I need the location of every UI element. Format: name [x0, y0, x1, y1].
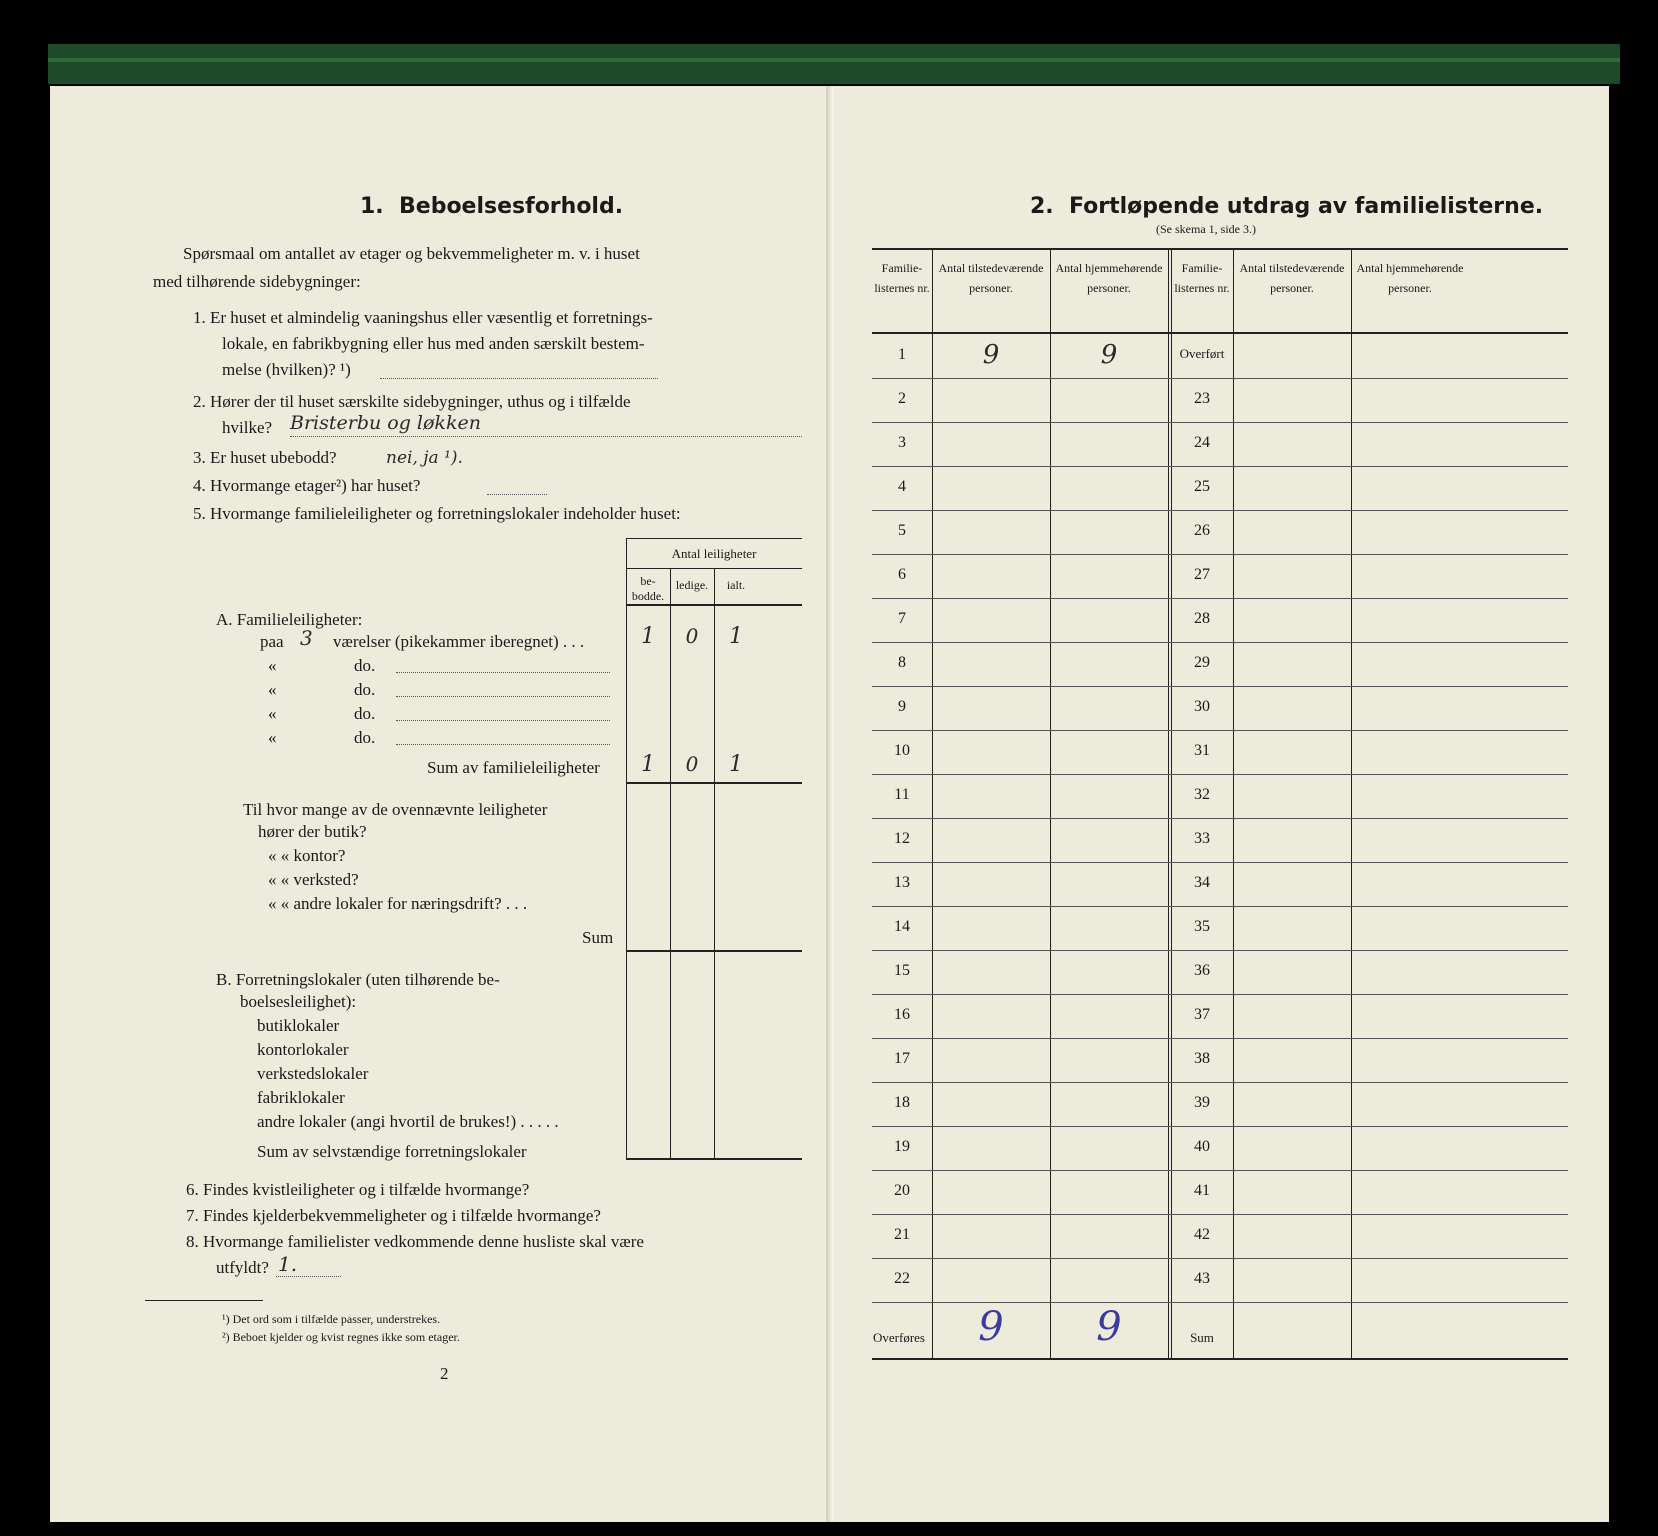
table-row-rule: [872, 818, 1568, 819]
q2-answer: Bristerbu og løkken: [290, 412, 481, 434]
table-row-rule: [872, 422, 1568, 423]
table-vline: [1050, 248, 1051, 1358]
table-row-rule: [872, 686, 1568, 687]
ditto-mark: «: [268, 704, 277, 723]
row-number-right: 42: [1194, 1226, 1210, 1243]
table-row-rule: [872, 1214, 1568, 1215]
col-bebodde: be-bodde.: [631, 574, 665, 603]
section-title: Fortløpende utdrag av familielisterne.: [1069, 194, 1544, 219]
table-vline: [1168, 248, 1169, 1358]
b-fabriklokaler: fabriklokaler: [257, 1088, 345, 1107]
row-number-right: 39: [1194, 1094, 1210, 1111]
dotted-leader: [396, 744, 610, 745]
section2-title: [1030, 194, 1543, 219]
sum-b-label: Sum av selvstændige forretningslokaler: [257, 1142, 527, 1161]
row-number-left: 13: [894, 874, 910, 891]
top-band: [48, 44, 1620, 84]
section2-subtitle: (Se skema 1, side 3.): [1156, 222, 1256, 236]
row1-bebodde: 1: [641, 624, 655, 649]
row-number-left: 14: [894, 918, 910, 935]
row-number-right: 23: [1194, 390, 1210, 407]
section-b-line2: boelsesleilighet):: [240, 992, 357, 1011]
hdr-familielisternes-nr: Familie-listernes nr.: [874, 261, 930, 295]
foot-sum: Sum: [1190, 1330, 1214, 1345]
q1-line3: melse (hvilken)? ¹): [222, 360, 351, 379]
row-number-right: 37: [1194, 1006, 1210, 1023]
q8-line1: 8. Hvormange familielister vedkommende denne husliste skal være: [186, 1232, 644, 1251]
q1-answer-line: [380, 378, 658, 379]
row-number-left: 21: [894, 1226, 910, 1243]
row-number-right: 38: [1194, 1050, 1210, 1067]
table-row-rule: [872, 906, 1568, 907]
row-number-left: 10: [894, 742, 910, 759]
foot-tilstede: 9: [978, 1304, 1004, 1350]
row-number-right: 34: [1194, 874, 1210, 891]
section-number: 1.: [360, 194, 384, 219]
table-row-rule: [872, 950, 1568, 951]
table-top-rule: [872, 248, 1568, 250]
left-page: [50, 86, 830, 1522]
right-page: [836, 86, 1609, 1522]
q6-text: 6. Findes kvistleiligheter og i tilfælde hvormange?: [186, 1180, 530, 1199]
row-number-left: 16: [894, 1006, 910, 1023]
row-number-right: 25: [1194, 478, 1210, 495]
table-row-rule: [872, 1038, 1568, 1039]
page-number: 2: [440, 1364, 449, 1383]
section-b-line1: B. Forretningslokaler (uten tilhørende be-: [216, 970, 500, 989]
do-row: do.: [354, 656, 376, 675]
row-number-left: 18: [894, 1094, 910, 1111]
row1-hjemme-value: 9: [1100, 340, 1118, 370]
b-kontorlokaler: kontorlokaler: [257, 1040, 349, 1059]
ditto-mark: «: [268, 680, 277, 699]
q2-line2: hvilke?: [222, 418, 273, 437]
q4-text: 4. Hvormange etager²) har huset?: [193, 476, 421, 495]
hdr-familielisternes-nr-2: Familie-listernes nr.: [1174, 261, 1230, 295]
table-vline: [1233, 248, 1234, 1358]
table-header: Antal leiligheter: [671, 546, 757, 561]
row-number-left: 6: [898, 566, 906, 583]
table-row-rule: [872, 554, 1568, 555]
table-bottom-rule: [872, 1358, 1568, 1360]
table-vline: [1351, 248, 1352, 1358]
q1-line1: 1. Er huset et almindelig vaaningshus eller væsentlig et forretnings-: [193, 308, 653, 327]
q4-answer-line: [487, 494, 547, 495]
verksted-q: « « verksted?: [268, 870, 359, 889]
row-number-left: 12: [894, 830, 910, 847]
row-number-left: 11: [894, 786, 910, 803]
table-row-rule: [872, 642, 1568, 643]
row-number-right: 33: [1194, 830, 1210, 847]
do-row: do.: [354, 704, 376, 723]
q1-line2: lokale, en fabrikbygning eller hus med anden særskilt bestem-: [222, 334, 645, 353]
section-number: 2.: [1030, 194, 1054, 219]
row-number-left: 1: [898, 346, 906, 363]
sum-fam-ledige: 0: [685, 752, 699, 776]
intro-line1: Spørsmaal om antallet av etager og bekvemmeligheter m. v. i huset: [183, 244, 640, 263]
row-number-left: 19: [894, 1138, 910, 1155]
row-number-left: 8: [898, 654, 906, 671]
section-title: Beboelsesforhold.: [399, 194, 624, 219]
q2-answer-line: [290, 436, 802, 437]
q7-text: 7. Findes kjelderbekvemmeligheter og i tilfælde hvormange?: [186, 1206, 601, 1225]
sum-fam-ialt: 1: [729, 752, 743, 777]
row-number-right: 43: [1194, 1270, 1210, 1287]
q2-line1: 2. Hører der til huset særskilte sidebygninger, uthus og i tilfælde: [193, 392, 631, 411]
kontor-q: « « kontor?: [268, 846, 346, 865]
q3-options: nei, ja ¹).: [386, 448, 463, 468]
row-number-left: 4: [898, 478, 906, 495]
table-row-rule: [872, 1170, 1568, 1171]
row-number-right: 27: [1194, 566, 1210, 583]
paa-suffix: værelser (pikekammer iberegnet) . . .: [333, 632, 585, 651]
section-a-title: A. Familieleiligheter:: [216, 610, 363, 629]
dotted-leader: [396, 696, 610, 697]
sum-fam-bebodde: 1: [641, 752, 655, 777]
paa-rooms: 3: [300, 626, 313, 650]
table-row-rule: [872, 378, 1568, 379]
butik-q-line2: hører der butik?: [258, 822, 367, 841]
footnote-2: ²) Beboet kjelder og kvist regnes ikke som etager.: [222, 1330, 460, 1344]
paa-prefix: paa: [260, 632, 284, 651]
dotted-leader: [396, 672, 610, 673]
sum-b-rule: [626, 1158, 802, 1160]
intro-line2: med tilhørende sidebygninger:: [153, 272, 361, 291]
do-row: do.: [354, 680, 376, 699]
table-row-rule: [872, 598, 1568, 599]
row1-ledige: 0: [685, 624, 699, 648]
hdr-tilstedevaerende-2: Antal tilstedeværende personer.: [1239, 261, 1345, 295]
ditto-mark: «: [268, 656, 277, 675]
hdr-hjemmehorende: Antal hjemmehørende personer.: [1055, 261, 1163, 295]
row-number-left: 9: [898, 698, 906, 715]
b-verkstedslokaler: verkstedslokaler: [257, 1064, 369, 1083]
col-ialt: ialt.: [726, 578, 746, 592]
row-number-left: 3: [898, 434, 906, 451]
do-row: do.: [354, 728, 376, 747]
q8-answer-line: [276, 1276, 341, 1277]
footnote-rule: [145, 1300, 263, 1301]
table-vline: [670, 568, 671, 1158]
hdr-hjemmehorende-2: Antal hjemmehørende personer.: [1356, 261, 1464, 295]
table-header-rule: [872, 332, 1568, 334]
row-number-left: 5: [898, 522, 906, 539]
butik-q-line1: Til hvor mange av de ovennævnte leiligheter: [243, 800, 548, 819]
row-number-right: 32: [1194, 786, 1210, 803]
footnote-1: ¹) Det ord som i tilfælde passer, understrekes.: [222, 1312, 441, 1326]
ditto-mark: «: [268, 728, 277, 747]
row-number-left: 15: [894, 962, 910, 979]
andre-q: « « andre lokaler for næringsdrift? . . .: [268, 894, 528, 913]
row-number-right: 36: [1194, 962, 1210, 979]
row-number-right: 26: [1194, 522, 1210, 539]
foot-overfores: Overføres: [873, 1330, 925, 1345]
q5-text: 5. Hvormange familieleiligheter og forretningslokaler indeholder huset:: [193, 504, 681, 523]
row-number-left: 22: [894, 1270, 910, 1287]
section1-title: [360, 194, 623, 219]
row-number-left: 17: [894, 1050, 910, 1067]
dotted-leader: [396, 720, 610, 721]
table-vline: [714, 568, 715, 1158]
q8-line2: utfyldt?: [216, 1258, 269, 1277]
table-row-rule: [872, 774, 1568, 775]
q3-text: 3. Er huset ubebodd?: [193, 448, 337, 467]
table-row-rule: [872, 1302, 1568, 1303]
row1-ialt: 1: [729, 624, 743, 649]
row-number-right: 41: [1194, 1182, 1210, 1199]
row-number-left: 20: [894, 1182, 910, 1199]
row-number-right: 24: [1194, 434, 1210, 451]
table-row-rule: [872, 994, 1568, 995]
sum-fam-rule: [626, 782, 802, 784]
row-number-right: 35: [1194, 918, 1210, 935]
row-number-right: 28: [1194, 610, 1210, 627]
table-row-rule: [872, 1258, 1568, 1259]
foot-hjemme: 9: [1096, 1304, 1122, 1350]
table-row-rule: [872, 1082, 1568, 1083]
hdr-tilstedevaerende: Antal tilstedeværende personer.: [938, 261, 1044, 295]
q8-answer: 1.: [278, 1252, 298, 1276]
b-andre: andre lokaler (angi hvortil de brukes!) . . . . .: [257, 1112, 559, 1131]
table-row-rule: [872, 862, 1568, 863]
row1-tilstede-value: 9: [982, 340, 1000, 370]
row-number-left: 7: [898, 610, 906, 627]
table-row-rule: [872, 510, 1568, 511]
row-number-right: 40: [1194, 1138, 1210, 1155]
row-number-right: Overført: [1179, 346, 1225, 361]
sum-label: Sum: [582, 928, 614, 947]
sum-fam-label: Sum av familieleiligheter: [427, 758, 600, 777]
table-row-rule: [872, 730, 1568, 731]
col-ledige: ledige.: [675, 578, 709, 592]
table-vline: [932, 248, 933, 1358]
table-top-rule: [626, 538, 802, 539]
row-number-right: 30: [1194, 698, 1210, 715]
table-row-rule: [872, 1126, 1568, 1127]
row-number-right: 29: [1194, 654, 1210, 671]
row-number-left: 2: [898, 390, 906, 407]
sum-rule: [626, 950, 802, 952]
table-row-rule: [872, 466, 1568, 467]
b-butiklokaler: butiklokaler: [257, 1016, 340, 1035]
row-number-right: 31: [1194, 742, 1210, 759]
